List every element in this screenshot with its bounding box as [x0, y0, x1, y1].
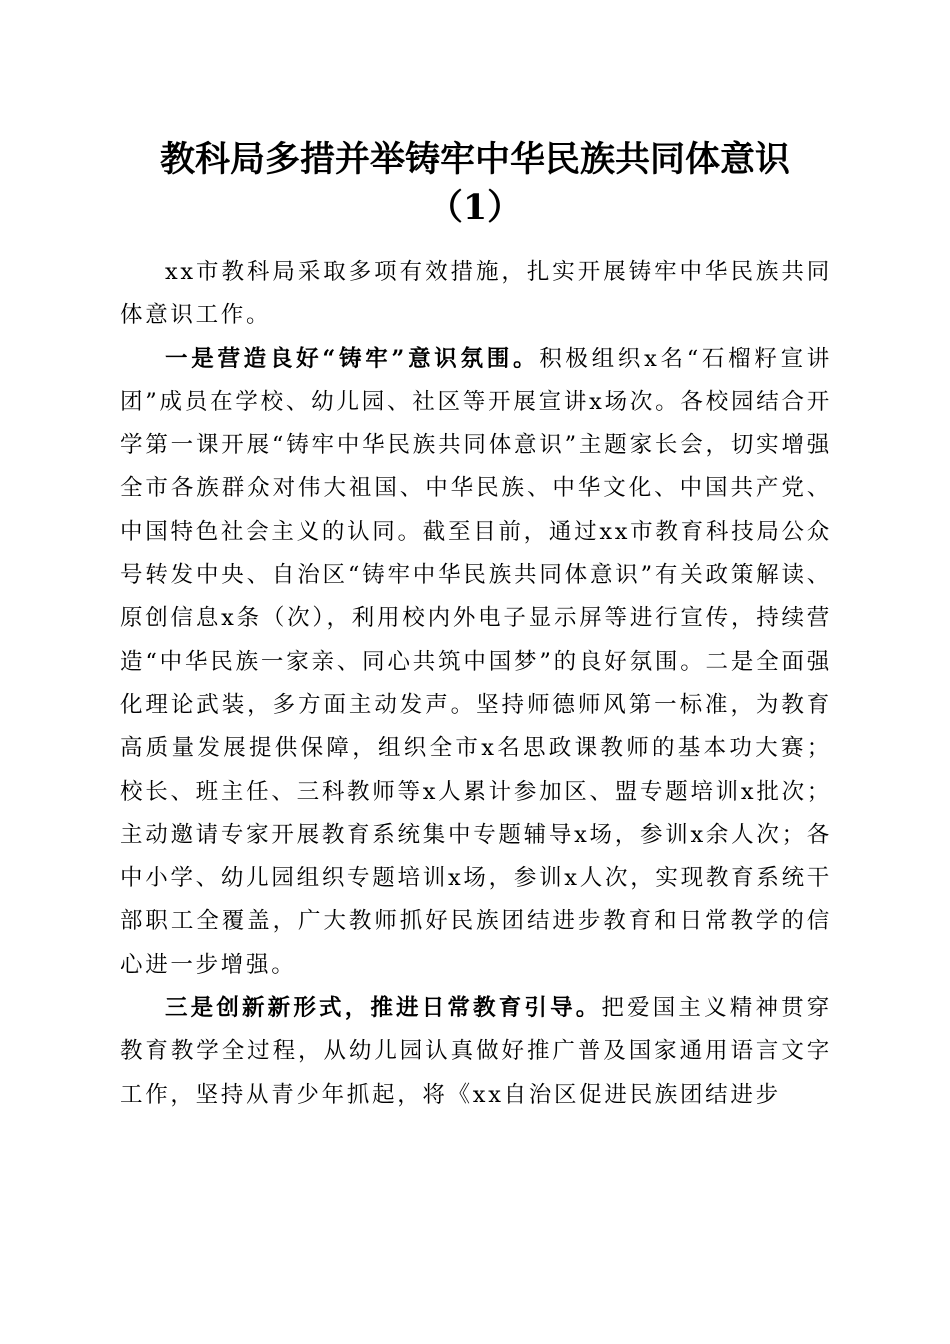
paragraph-section-3-lead: 三是创新新形式，推进日常教育引导。 — [165, 995, 602, 1022]
paragraph-section-3 — [120, 987, 832, 1117]
document-body — [120, 251, 832, 1117]
paragraph-section-1-body: 积极组织x名“石榴籽宣讲团”成员在学校、幼儿园、社区等开展宣讲x场次。各校园结合开学第一课开展“铸牢中华民族共同体意识”主题家长会，切实增强全市各族群众对伟大祖国、中华民族、中华文化、中国共产党、中国特色社会主义的认同。截至目前，通过xx市教育科技局公众号转发中央、自治区“铸牢中华民族共同体意识”有关政策解读、原创信息x条（次），利用校内外电子显示屏等进行宣传，持续营造“中华民族一家亲、同心共筑中国梦”的良好氛围。二是全面强化理论武装，多方面主动发声。坚持师德师风第一标准，为教育高质量发展提供保障，组织全市x名思政课教师的基本功大赛；校长、班主任、三科教师等x人累计参加区、盟专题培训x批次；主动邀请专家开展教育系统集中专题辅导x场，参训x余人次；各中小学、幼儿园组织专题培训x场，参训x人次，实现教育系统干部职工全覆盖，广大教师抓好民族团结进步教育和日常教学的信心进一步增强。 — [120, 345, 832, 978]
paragraph-section-3-body: 把爱国主义精神贯穿教育教学全过程，从幼儿园认真做好推广普及国家通用语言文字工作，坚持从青少年抓起，将《xx自治区促进民族团结进步 — [120, 995, 832, 1108]
document-title-number: （1） — [427, 187, 523, 228]
document-title: 教科局多措并举铸牢中华民族共同体意识 — [159, 139, 790, 180]
paragraph-section-1-lead: 一是营造良好“铸牢”意识氛围。 — [165, 345, 540, 372]
paragraph-section-1 — [120, 338, 832, 987]
paragraph-intro: xx市教科局采取多项有效措施，扎实开展铸牢中华民族共同体意识工作。 — [120, 259, 832, 329]
